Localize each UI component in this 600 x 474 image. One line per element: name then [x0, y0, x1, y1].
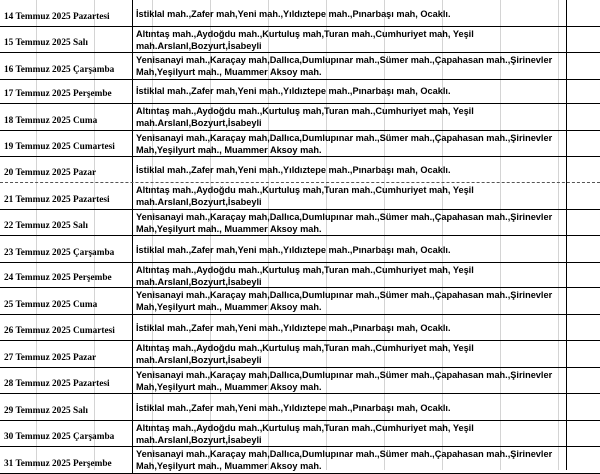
area-line: Mah,Yeşilyurt mah., Muammer Aksoy mah. — [136, 301, 322, 312]
schedule-areas[interactable] — [136, 86, 566, 98]
area-line: mah.Arslanl,Bozyurt,İsabeyli — [136, 117, 262, 128]
area-line: Yenisanayi mah.,Karaçay mah,Dallıca,Dumlupınar mah.,Sümer mah.,Çapahasan mah.,Şirinevler — [136, 133, 553, 143]
schedule-areas[interactable] — [136, 55, 566, 78]
area-line: İstiklal mah.,Zafer mah,Yeni mah.,Yıldıztepe mah.,Pınarbaşı mah, Ocaklı. — [136, 322, 451, 333]
schedule-areas[interactable] — [136, 106, 566, 129]
schedule-areas[interactable] — [136, 265, 566, 288]
area-line: İstiklal mah.,Zafer mah,Yeni mah.,Yıldıztepe mah.,Pınarbaşı mah, Ocaklı. — [136, 85, 451, 96]
area-line: İstiklal mah.,Zafer mah,Yeni mah.,Yıldıztepe mah.,Pınarbaşı mah, Ocaklı. — [136, 8, 451, 19]
area-line: Altıntaş mah.,Aydoğdu mah.,Kurtuluş mah,Turan mah.,Cumhuriyet mah, Yeşil — [136, 265, 474, 275]
column-divider — [132, 53, 133, 79]
column-divider — [132, 447, 133, 473]
table-row — [0, 53, 600, 80]
table-row — [0, 394, 600, 421]
schedule-date[interactable]: 14 Temmuz 2025 Pazartesi — [4, 12, 110, 22]
schedule-date[interactable]: 30 Temmuz 2025 Çarşamba — [4, 432, 115, 442]
table-row — [0, 131, 600, 157]
area-line: Altıntaş mah.,Aydoğdu mah.,Kurtuluş mah,Turan mah.,Cumhuriyet mah, Yeşil — [136, 423, 474, 433]
table-row — [0, 0, 600, 27]
area-line: İstiklal mah.,Zafer mah,Yeni mah.,Yıldıztepe mah.,Pınarbaşı mah, Ocaklı. — [136, 164, 451, 175]
column-divider — [132, 210, 133, 235]
area-line: mah.Arslanl,Bozyurt,İsabeyli — [136, 434, 262, 445]
schedule-areas[interactable] — [136, 133, 566, 156]
column-divider — [132, 131, 133, 156]
schedule-date[interactable]: 22 Temmuz 2025 Salı — [4, 221, 88, 231]
schedule-areas[interactable] — [136, 403, 566, 415]
area-line: Yenisanayi mah.,Karaçay mah,Dallıca,Dumlupınar mah.,Sümer mah.,Çapahasan mah.,Şirinevler — [136, 370, 553, 380]
schedule-date[interactable]: 15 Temmuz 2025 Salı — [4, 38, 88, 48]
column-divider — [132, 341, 133, 367]
schedule-date[interactable]: 21 Temmuz 2025 Pazartesi — [4, 195, 110, 205]
table-row — [0, 341, 600, 368]
schedule-date[interactable]: 17 Temmuz 2025 Perşembe — [4, 89, 112, 99]
schedule-date[interactable]: 31 Temmuz 2025 Perşembe — [4, 459, 112, 469]
table-row — [0, 80, 600, 104]
area-line: Mah,Yeşilyurt mah., Muammer Aksoy mah. — [136, 223, 322, 234]
table-row — [0, 183, 600, 210]
area-line: Yenisanayi mah.,Karaçay mah,Dallıca,Dumlupınar mah.,Sümer mah.,Çapahasan mah.,Şirinevler — [136, 212, 553, 222]
schedule-date[interactable]: 18 Temmuz 2025 Cuma — [4, 116, 98, 126]
schedule-areas[interactable] — [136, 165, 566, 177]
area-line: Mah,Yeşilyurt mah., Muammer Aksoy mah. — [136, 66, 322, 77]
schedule-areas[interactable] — [136, 449, 566, 472]
schedule-date[interactable]: 27 Temmuz 2025 Pazar — [4, 353, 97, 363]
area-line: mah.Arslanl,Bozyurt,İsabeyli — [136, 354, 262, 365]
schedule-areas[interactable] — [136, 29, 566, 52]
schedule-areas[interactable] — [136, 290, 566, 313]
schedule-areas[interactable] — [136, 185, 566, 208]
table-row — [0, 315, 600, 341]
column-divider — [132, 315, 133, 340]
area-line: Yenisanayi mah.,Karaçay mah,Dallıca,Dumlupınar mah.,Sümer mah.,Çapahasan mah.,Şirinevler — [136, 449, 553, 459]
area-line: İstiklal mah.,Zafer mah,Yeni mah.,Yıldıztepe mah.,Pınarbaşı mah, Ocaklı. — [136, 244, 451, 255]
table-row — [0, 104, 600, 131]
schedule-date[interactable]: 19 Temmuz 2025 Cumartesi — [4, 142, 115, 152]
schedule-date[interactable]: 28 Temmuz 2025 Pazartesi — [4, 379, 110, 389]
area-line: Mah,Yeşilyurt mah., Muammer Aksoy mah. — [136, 381, 322, 392]
area-line: Altıntaş mah.,Aydoğdu mah.,Kurtuluş mah,Turan mah.,Cumhuriyet mah, Yeşil — [136, 29, 474, 39]
area-line: Altıntaş mah.,Aydoğdu mah.,Kurtuluş mah,Turan mah.,Cumhuriyet mah, Yeşil — [136, 106, 474, 116]
column-divider — [132, 157, 133, 182]
table-row — [0, 263, 600, 288]
schedule-date[interactable]: 26 Temmuz 2025 Cumartesi — [4, 326, 115, 336]
area-line: Altıntaş mah.,Aydoğdu mah.,Kurtuluş mah,Turan mah.,Cumhuriyet mah, Yeşil — [136, 185, 474, 195]
table-row — [0, 368, 600, 394]
schedule-areas[interactable] — [136, 245, 566, 257]
area-line: Mah,Yeşilyurt mah., Muammer Aksoy mah. — [136, 460, 322, 471]
column-divider — [132, 104, 133, 130]
table-row — [0, 210, 600, 236]
schedule-areas[interactable] — [136, 343, 566, 366]
table-row — [0, 421, 600, 447]
schedule-date[interactable]: 24 Temmuz 2025 Perşembe — [4, 273, 112, 283]
schedule-areas[interactable] — [136, 370, 566, 393]
table-row — [0, 27, 600, 53]
table-row — [0, 288, 600, 315]
area-line: mah.Arslanl,Bozyurt,İsabeyli — [136, 40, 262, 51]
area-line: Yenisanayi mah.,Karaçay mah,Dallıca,Dumlupınar mah.,Sümer mah.,Çapahasan mah.,Şirinevler — [136, 55, 553, 65]
column-divider — [132, 0, 133, 26]
column-divider — [132, 394, 133, 420]
column-divider — [132, 263, 133, 287]
schedule-areas[interactable] — [136, 212, 566, 235]
table-row — [0, 157, 600, 183]
schedule-areas[interactable] — [136, 323, 566, 335]
schedule-areas[interactable] — [136, 423, 566, 446]
column-divider — [132, 80, 133, 103]
area-line: İstiklal mah.,Zafer mah,Yeni mah.,Yıldıztepe mah.,Pınarbaşı mah, Ocaklı. — [136, 402, 451, 413]
column-divider — [132, 27, 133, 52]
table-right-border — [566, 0, 567, 470]
column-divider — [132, 368, 133, 393]
column-divider — [132, 421, 133, 446]
area-line: Mah,Yeşilyurt mah., Muammer Aksoy mah. — [136, 144, 322, 155]
schedule-date[interactable]: 29 Temmuz 2025 Salı — [4, 406, 88, 416]
table-row — [0, 236, 600, 263]
schedule-date[interactable]: 25 Temmuz 2025 Cuma — [4, 300, 98, 310]
area-line: Altıntaş mah.,Aydoğdu mah.,Kurtuluş mah,Turan mah.,Cumhuriyet mah, Yeşil — [136, 343, 474, 353]
column-divider — [132, 183, 133, 209]
schedule-areas[interactable] — [136, 9, 566, 21]
column-divider — [132, 288, 133, 314]
schedule-date[interactable]: 20 Temmuz 2025 Pazar — [4, 168, 97, 178]
area-line: Yenisanayi mah.,Karaçay mah,Dallıca,Dumlupınar mah.,Sümer mah.,Çapahasan mah.,Şirinevler — [136, 290, 553, 300]
schedule-date[interactable]: 16 Temmuz 2025 Çarşamba — [4, 65, 115, 75]
area-line: mah.Arslanl,Bozyurt,İsabeyli — [136, 196, 262, 207]
schedule-date[interactable]: 23 Temmuz 2025 Çarşamba — [4, 248, 115, 258]
area-line: mah.Arslanl,Bozyurt,İsabeyli — [136, 276, 262, 287]
column-divider — [132, 236, 133, 262]
